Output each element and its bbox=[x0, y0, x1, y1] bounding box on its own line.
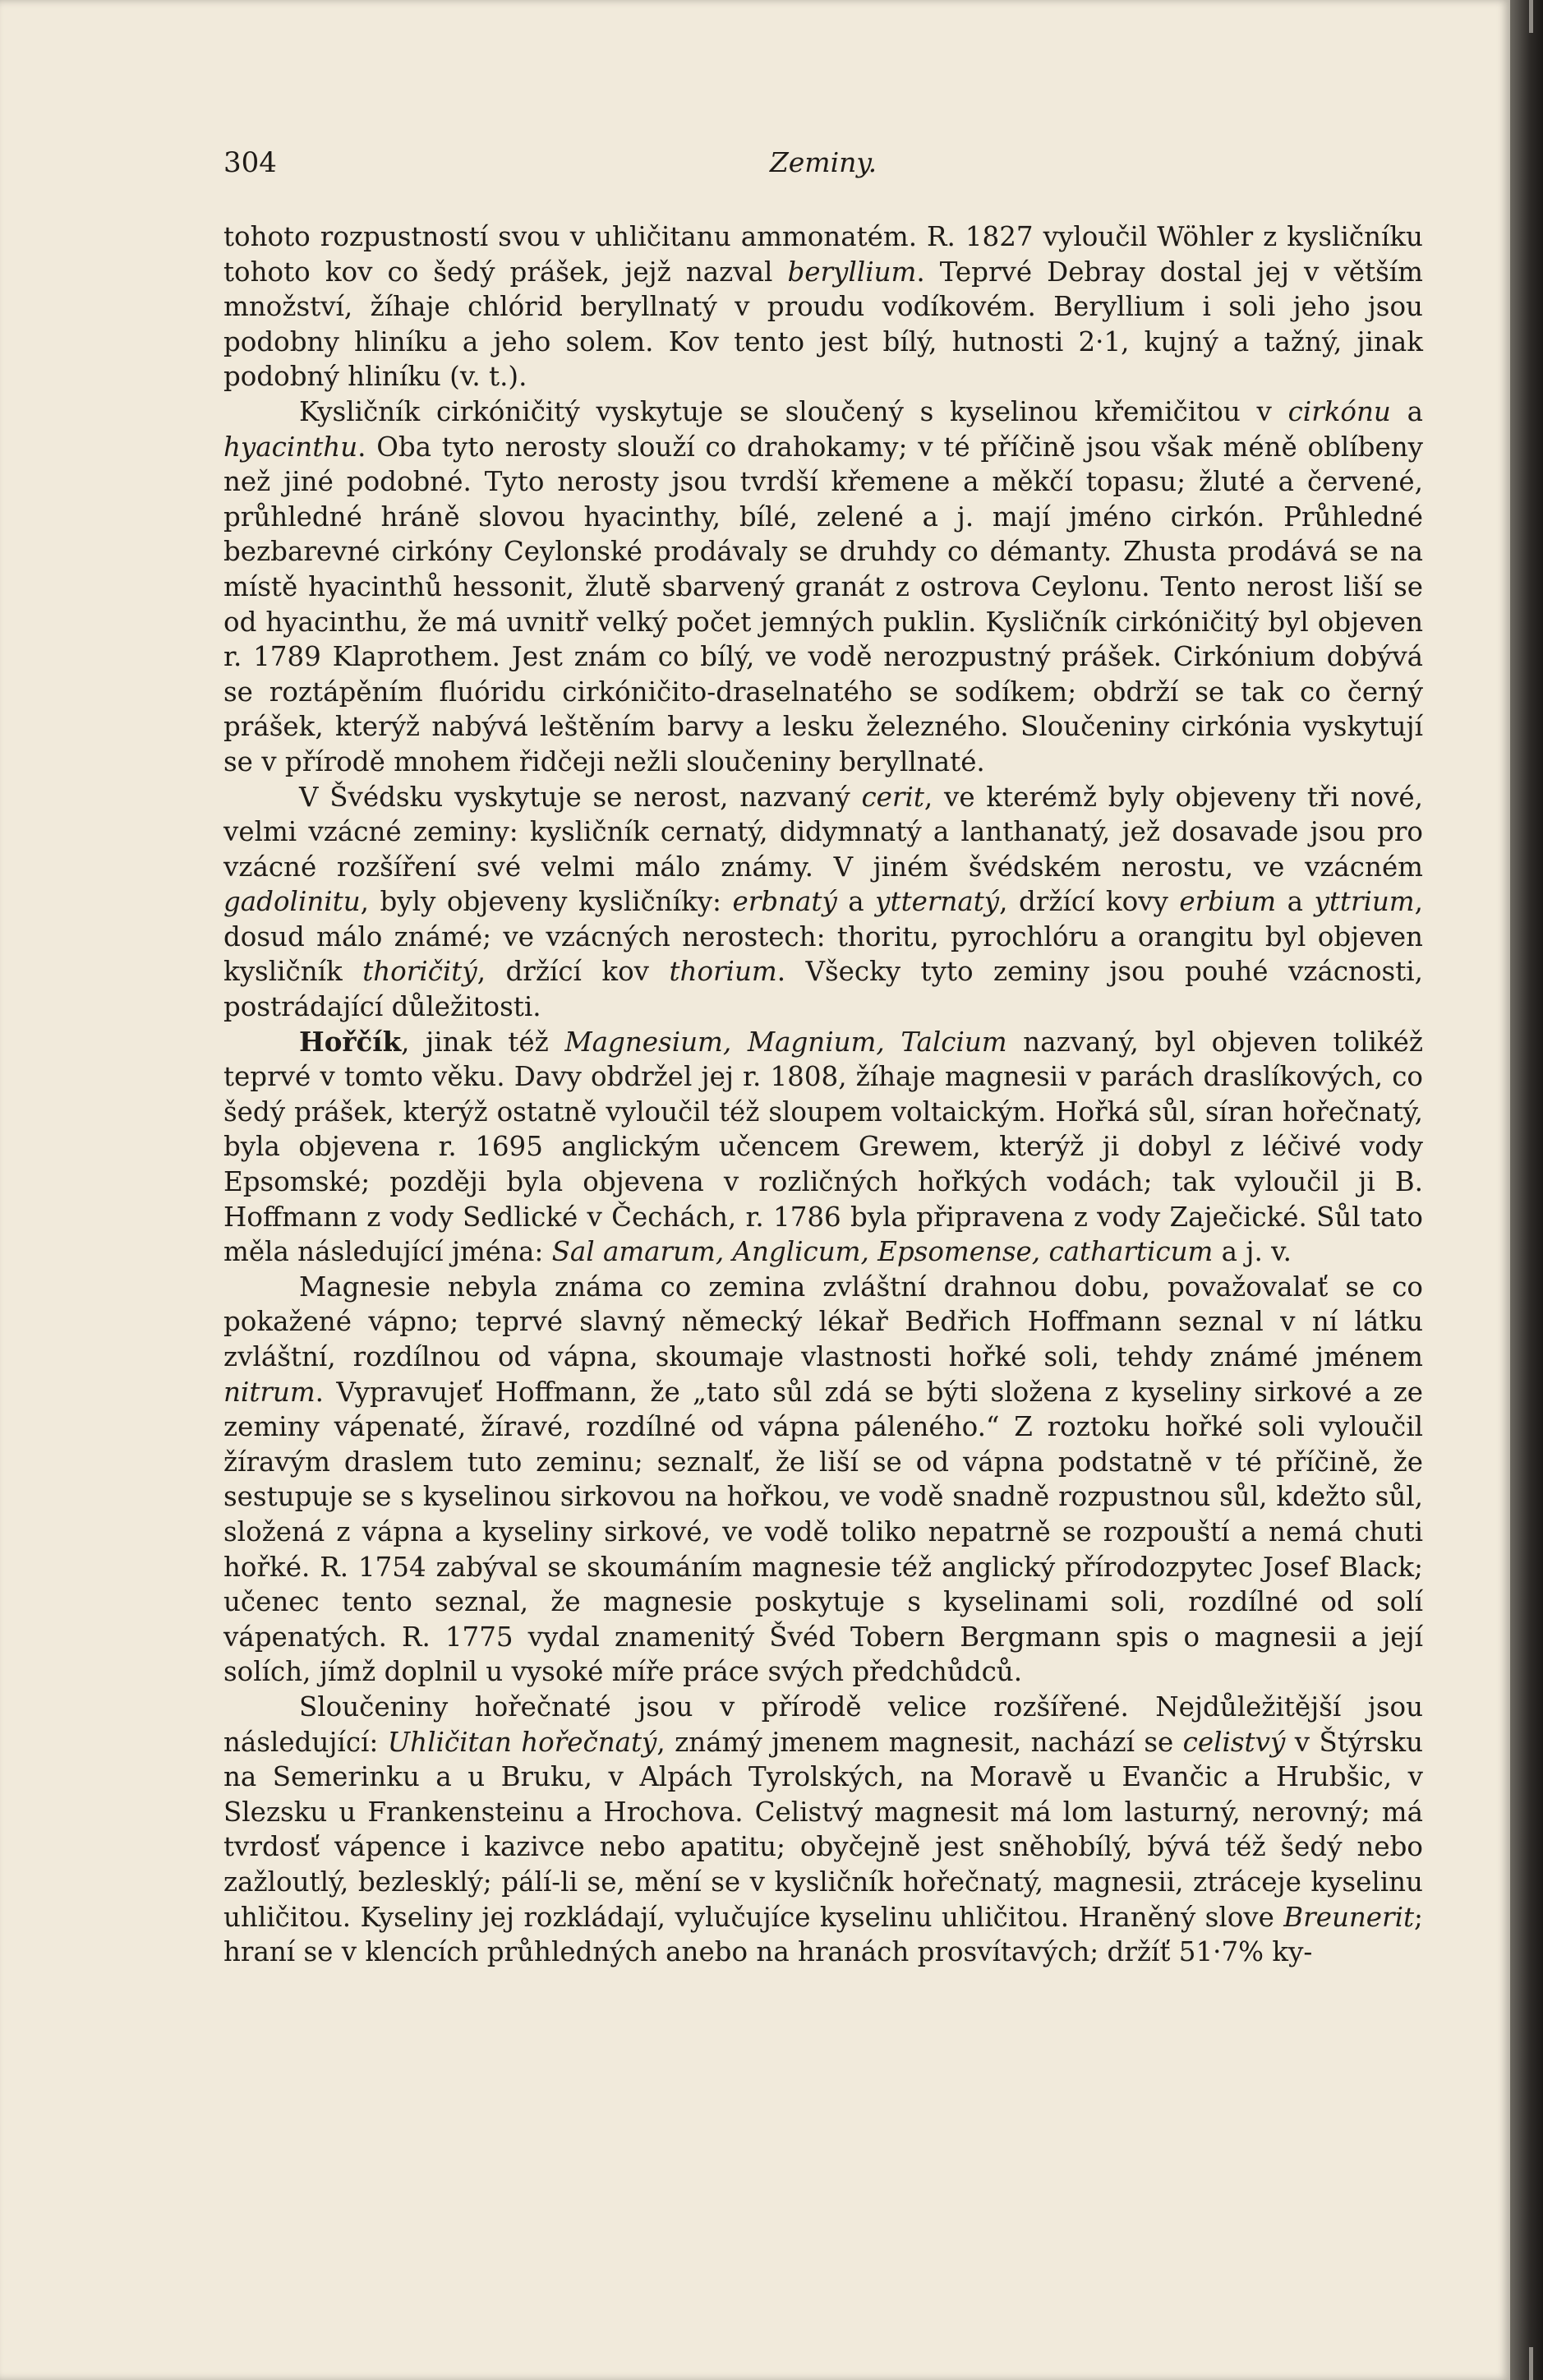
text-run: Magnesie nebyla známa co zemina zvláštní drahnou dobu, považovalať se co pokažené vápno; teprvé slavný německý lékař Bedřich Hoffmann seznal v ní látku zvláštní, rozdílnou od vápna, skoumaje vlastnosti hořké soli, tehdy známé jménem bbox=[223, 1271, 1423, 1372]
italic-term: hyacinthu bbox=[223, 431, 358, 463]
italic-term: Sal amarum, Anglicum, Epsomense, catharticum bbox=[551, 1236, 1214, 1268]
italic-term: ytternatý bbox=[875, 886, 1000, 918]
text-run: a j. v. bbox=[1213, 1236, 1292, 1268]
paragraph bbox=[223, 780, 1423, 1025]
text-run: , jinak též bbox=[401, 1026, 565, 1058]
page-number: 304 bbox=[223, 146, 277, 179]
text-run: , dosud málo známé; ve vzácných nerostech: thoritu, pyrochlóru a orangitu byl objeven kysličník bbox=[223, 886, 1423, 988]
italic-term: Magnesium, Magnium, Talcium bbox=[564, 1026, 1007, 1058]
text-run: , držící kov bbox=[477, 956, 670, 988]
italic-term: nitrum bbox=[223, 1376, 316, 1408]
text-run: a bbox=[1276, 886, 1315, 918]
bold-term: Hořčík bbox=[299, 1025, 402, 1058]
italic-term: Uhličitan hořečnatý bbox=[387, 1726, 657, 1758]
text-run: a bbox=[836, 886, 876, 918]
italic-term: cerit bbox=[861, 781, 924, 813]
italic-term: erbium bbox=[1179, 886, 1277, 918]
italic-term: Breunerit bbox=[1283, 1901, 1415, 1933]
running-head: Zeminy. bbox=[769, 146, 877, 178]
italic-term: erbnatý bbox=[732, 886, 837, 918]
text-run: V Švédsku vyskytuje se nerost, nazvaný bbox=[299, 781, 862, 813]
italic-term: thorium bbox=[669, 956, 777, 988]
paragraph bbox=[223, 394, 1423, 780]
italic-term: celistvý bbox=[1182, 1726, 1286, 1758]
italic-term: yttrium bbox=[1314, 886, 1415, 918]
page-header bbox=[223, 146, 1423, 187]
italic-term: beryllium bbox=[787, 256, 917, 288]
text-run: a bbox=[1390, 395, 1423, 427]
text-run: v Štýrsku na Semerinku a u Bruku, v Alpách Tyrolských, na Moravě u Evančic a Hrubšic, v Slezsku u Frankensteinu a Hrochova. Celistvý magnesit má lom lasturný, nerovný; má tvrdosť vápence i kazivce nebo apatitu; obyčejně jest sněhobílý, bývá též šedý nebo zažloutlý, bezlesklý; pálí-li se, mění se v kysličník hořečnatý, magnesii, ztráceje kyselinu uhličitou. Kyseliny jej rozkládají, vylučujíce kyselinu uhličitou. Hraněný slove bbox=[223, 1726, 1423, 1933]
text-run: Sloučeniny hořečnaté jsou v přírodě velice rozšířené. Nejdůležitější jsou následující: bbox=[223, 1690, 1423, 1758]
text-run: . Vypravujeť Hoffmann, že „tato sůl zdá se býti složena z kyseliny sirkové a ze zeminy vápenaté, žíravé, rozdílné od vápna páleného.“ Z roztoku hořké soli vyloučil žíravým draslem tuto zeminu; seznalť, že liší se od vápna podstatně v té příčině, že sestupuje se s kyselinou sirkovou na hořkou, ve vodě snadně rozpustnou sůl, kdežto sůl, složená z vápna a kyseliny sirkové, ve vodě toliko nepatrně se rozpouští a nemá chuti hořké. R. 1754 zabýval se skoumáním magnesie též anglický přírodozpytec Josef Black; učenec tento seznal, že magnesie poskytuje s kyselinami soli, rozdílné od solí vápenatých. R. 1775 vydal znamenitý Švéd Tobern Bergmann spis o magnesii a její solích, jímž doplnil u vysoké míře práce svých předchůdců. bbox=[223, 1376, 1423, 1688]
book-edge bbox=[1510, 0, 1543, 2380]
paragraph bbox=[223, 1270, 1423, 1690]
paragraph bbox=[223, 219, 1423, 394]
text-run: , držící kovy bbox=[999, 886, 1180, 918]
body-text bbox=[223, 219, 1423, 1970]
text-run: . Teprvé Debray dostal jej v větším množství, žíhaje chlórid beryllnatý v proudu vodíkovém. Beryllium i soli jeho jsou podobny hliníku a jeho solem. Kov tento jest bílý, hutnosti 2·1, kujný a tažný, jinak podobný hliníku (v. t.). bbox=[223, 256, 1423, 393]
text-run: . Všecky tyto zeminy jsou pouhé vzácnosti, postrádající důležitosti. bbox=[223, 956, 1423, 1023]
text-run: , známý jmenem magnesit, nachází se bbox=[656, 1726, 1183, 1758]
text-run: . Oba tyto nerosty slouží co drahokamy; v té příčině jsou však méně oblíbeny než jiné podobné. Tyto nerosty jsou tvrdší křemene a měkčí topasu; žluté a červené, průhledné hráně slovou hyacinthy, bílé, zelené a j. mají jméno cirkón. Průhledné bezbarevné cirkóny Ceylonské prodávaly se druhdy co démanty. Zhusta prodává se na místě hyacinthů hessonit, žlutě sbarvený granát z ostrova Ceylonu. Tento nerost liší se od hyacinthu, že má uvnitř velký počet jemných puklin. Kysličník cirkóničitý byl objeven r. 1789 Klaprothem. Jest znám co bílý, ve vodě nerozpustný prášek. Cirkónium dobývá se roztápěním fluóridu cirkóničito-draselnatého se sodíkem; obdrží se tak co černý prášek, kterýž nabývá leštěním barvy a lesku železného. Sloučeniny cirkónia vyskytují se v přírodě mnohem řidčeji nežli sloučeniny beryllnaté. bbox=[223, 431, 1423, 777]
text-run: nazvaný, byl objeven tolikéž teprvé v tomto věku. Davy obdržel jej r. 1808, žíhaje magnesii v parách draslíkových, co šedý prášek, kterýž ostatně vyloučil též sloupem voltaickým. Hořká sůl, síran hořečnatý, byla objevena r. 1695 anglickým učencem Grewem, kterýž ji dobyl z léčivé vody Epsomské; později byla objevena v rozličných hořkých vodách; tak vyloučil ji B. Hoffmann z vody Sedlické v Čechách, r. 1786 byla připravena z vody Zaječické. Sůl tato měla následující jména: bbox=[223, 1026, 1424, 1268]
paragraph bbox=[223, 1690, 1423, 1970]
text-run: ; hraní se v klencích průhledných anebo na hranách prosvítavých; držíť 51·7% ky- bbox=[223, 1901, 1423, 1968]
italic-term: thoričitý bbox=[362, 956, 477, 988]
italic-term: cirkónu bbox=[1287, 395, 1391, 427]
edge-mark-top bbox=[1529, 0, 1533, 33]
edge-mark-bottom bbox=[1529, 2347, 1533, 2380]
text-run: , ve kterémž byly objeveny tři nové, velmi vzácné zeminy: kysličník cernatý, didymnatý a lanthanatý, jež dosavade jsou pro vzácné rozšíření své velmi málo známy. V jiném švédském nerostu, ve vzácném bbox=[223, 781, 1423, 883]
text-run: Kysličník cirkóničitý vyskytuje se sloučený s kyselinou křemičitou v bbox=[299, 395, 1288, 427]
paragraph bbox=[223, 1025, 1423, 1270]
text-run: , byly objeveny kysličníky: bbox=[360, 886, 733, 918]
text-run: tohoto rozpustností svou v uhličitanu ammonatém. R. 1827 vyloučil Wöhler z kysličníku tohoto kov co šedý prášek, jejž nazval bbox=[223, 221, 1423, 288]
italic-term: gadolinitu bbox=[223, 886, 361, 918]
